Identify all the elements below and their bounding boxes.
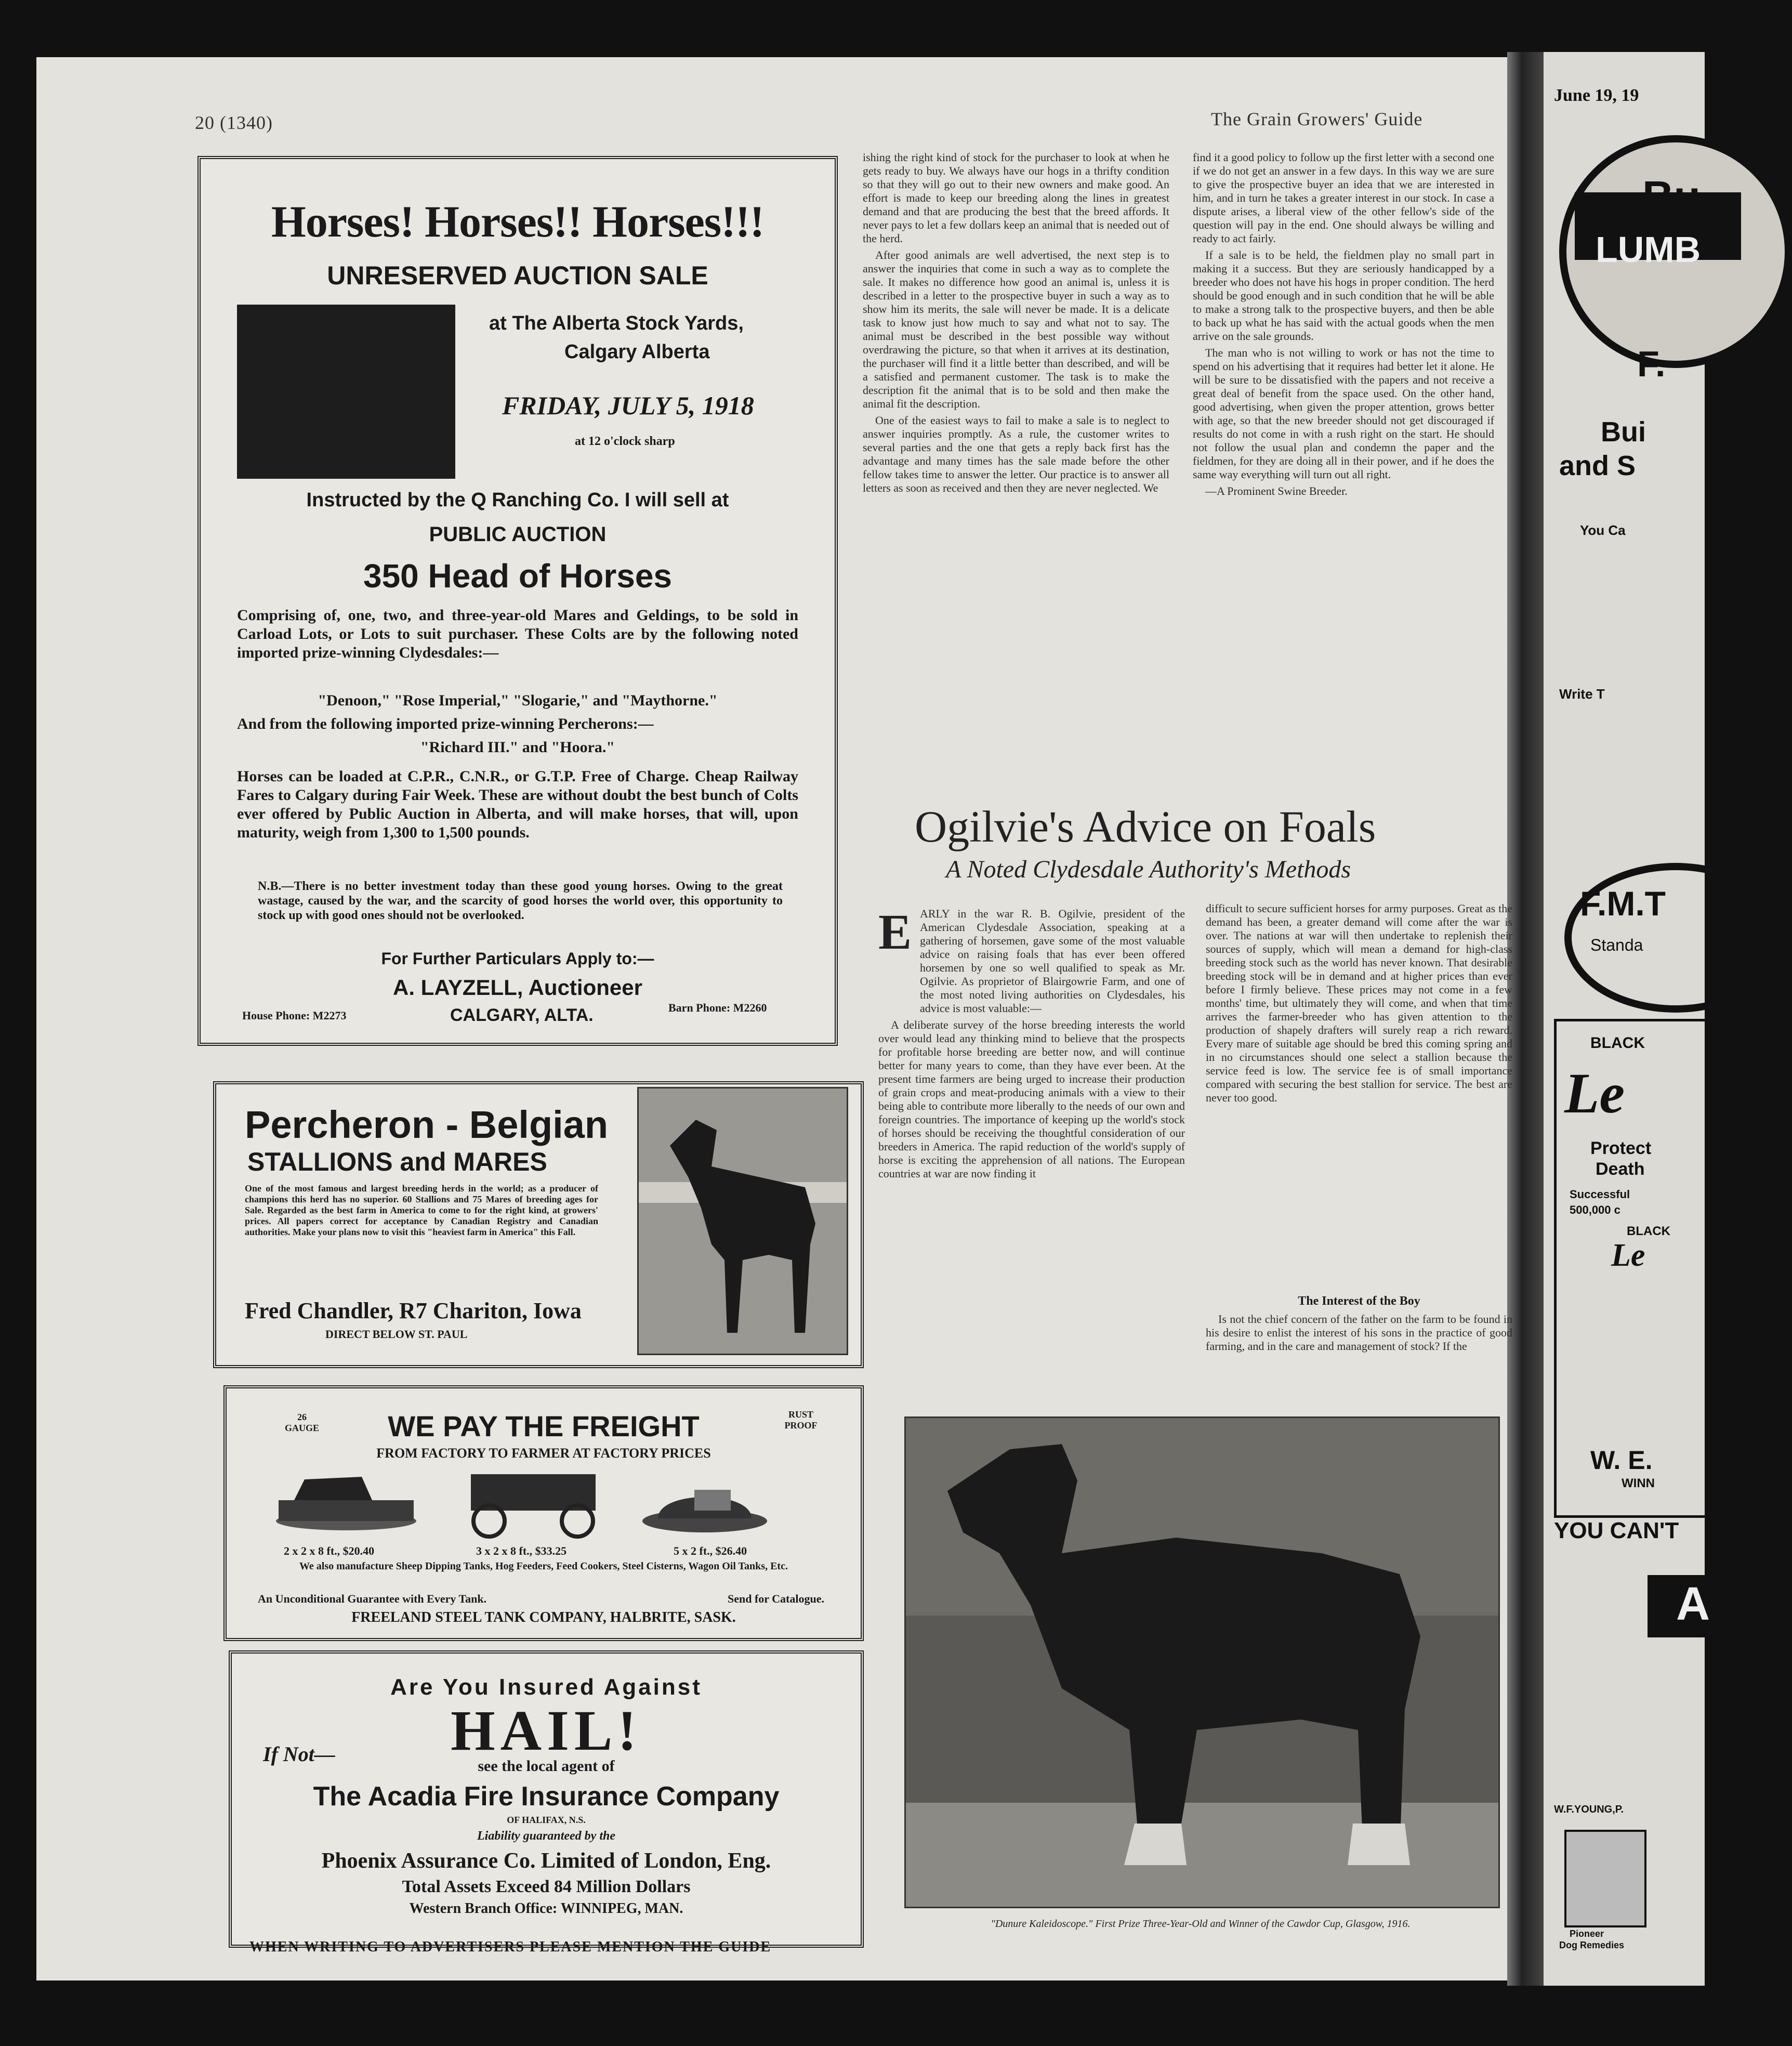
ad-horses-location1: at The Alberta Stock Yards, xyxy=(489,312,744,334)
ad-horses-body1: Comprising of, one, two, and three-year-old Mares and Geldings, to be sold in Carload Lots, or Lots to suit purchaser. These Colts are by the following noted imported prize-winning Clydesdales:— xyxy=(237,607,798,661)
adjacent-text: F.M.T xyxy=(1580,884,1666,923)
ad-freight-subtitle: FROM FACTORY TO FARMER AT FACTORY PRICES xyxy=(376,1446,711,1461)
paragraph: ishing the right kind of stock for the purchaser to look at when he gets ready to buy. We always have our hogs in a thrifty condition so that they will go out to their new owners and make good. An effort is made to keep our breeding along the lines in greatest demand and that are producing the best that the breed affords. It never pays to let a few dollars keep an animal that is needed out of the herd. xyxy=(863,151,1169,245)
ad-freight-gauge: 26 GAUGE xyxy=(284,1412,319,1433)
paragraph: The man who is not willing to work or has not the time to spend on his advertising that it requires had better let it alone. He will be sure to be dissatisfied with the papers and not receive a great deal of benefit from the space used. On the other hand, good advertising, when given the proper attention, grows better with age, so that the new breeder should not get discouraged if results do not come in with a rush right on the start. He should not follow the usual plan and condemn the paper and the fieldmen, for they are doing all in their power, and if he does the same way everything will turn out all right. xyxy=(1193,346,1494,481)
ad-horses-city: CALGARY, ALTA. xyxy=(450,1005,594,1025)
adjacent-text: F. xyxy=(1637,344,1666,384)
clydesdale-silhouette xyxy=(906,1418,1498,1907)
wagon-tank-illustration xyxy=(471,1474,596,1537)
ad-hail-company: The Acadia Fire Insurance Company xyxy=(313,1781,780,1812)
adjacent-text: Le xyxy=(1611,1238,1645,1273)
ad-horses-barn-phone: Barn Phone: M2260 xyxy=(668,1001,767,1014)
adjacent-text: Write T xyxy=(1559,686,1605,702)
adjacent-text: Bui xyxy=(1601,416,1646,448)
adjacent-text: LUMB xyxy=(1596,229,1701,270)
clydesdale-photo xyxy=(904,1417,1500,1908)
ad-horses-nb: N.B.—There is no better investment today than these good young horses. Owing to the great wastage, caused by the war, and the scarcity of good horses the world over, this opportunity to stock up with good ones should not be overlooked. xyxy=(258,880,783,922)
ad-horses-location2: Calgary Alberta xyxy=(564,341,710,363)
paragraph: A deliberate survey of the horse breeding interests the world over would lead any thinking mind to believe that the prospects for profitable horse breeding are better now, and will continue better for many years to come, than they have ever been. At the present time farmers are being urged to increase their production of grain crops and meat-producing animals with a view to their being able to contribute more liberally to the needs of our own and foreign countries. The importance of keeping up the world's stock of horses should be receiving the thoughtful consideration of our breeders in America. The rapid reduction of the world's supply of horse is exciting the apprehension of all nations. The European countries at war are now finding it xyxy=(878,1018,1185,1180)
adjacent-text: Pioneer xyxy=(1570,1929,1604,1939)
ad-percheron-body: One of the most famous and largest breeding herds in the world; as a producer of champions this herd has no superior. 60 Stallions and 75 Mares of breeding ages for Sale. Regarded as the best farm in America to come to for the right kind, at growers' prices. All papers correct for acceptance by Canadian Registry and Canadian authorities. Make your plans now to visit this "heaviest farm in America" this Fall. xyxy=(245,1183,598,1237)
paragraph: find it a good policy to follow up the first letter with a second one if we do not get an answer in a few days. In this way we are sure to give the prospective buyer an idea that we are interested in him, and in turn he takes a greater interest in our stock. In case a dispute arises, a liberal view of the other fellow's side of the question will pay in the end. One should always be willing and ready to act fairly. xyxy=(1193,151,1494,245)
adjacent-text: BLACK xyxy=(1627,1224,1670,1238)
ad-horses-subtitle: UNRESERVED AUCTION SALE xyxy=(327,261,708,290)
adjacent-text: Bu xyxy=(1642,172,1701,221)
ad-horses-head: 350 Head of Horses xyxy=(363,557,673,595)
ad-horses-body3: Horses can be loaded at C.P.R., C.N.R., or G.T.P. Free of Charge. Cheap Railway Fares to Calgary during Fair Week. These are without doubt the best bunch of Colts ever offered by Public Auction in Alberta, and will make horses, that will, upon maturity, weigh from 1,300 to 1,500 pounds. xyxy=(237,768,798,841)
ad-horses-date: FRIDAY, JULY 5, 1918 xyxy=(502,391,754,420)
ad-freight-price2: 3 x 2 x 8 ft., $33.25 xyxy=(476,1544,567,1557)
clydesdale-caption: "Dunure Kaleidoscope." First Prize Three-Year-Old and Winner of the Cawdor Cup, Glasgow, 1916. xyxy=(991,1918,1411,1930)
article-foals-col1 xyxy=(878,904,1185,1401)
page-number: 20 (1340) xyxy=(195,112,273,133)
ad-horses-title: Horses! Horses!! Horses!!! xyxy=(271,196,765,246)
adjacent-text: W.F.YOUNG,P. xyxy=(1554,1804,1624,1815)
ad-hail-see: see the local agent of xyxy=(478,1758,615,1775)
ad-horses-sires2: "Richard III." and "Hoora." xyxy=(420,739,615,756)
adjacent-text: Dog Remedies xyxy=(1559,1940,1625,1950)
percheron-stallion-photo xyxy=(637,1087,848,1355)
adjacent-page-date: June 19, 19 xyxy=(1554,86,1639,105)
ad-hail-phoenix: Phoenix Assurance Co. Limited of London, Eng. xyxy=(321,1849,771,1873)
article-foals-subhead: The Interest of the Boy xyxy=(1298,1294,1420,1308)
journal-title: The Grain Growers' Guide xyxy=(1211,109,1423,129)
adjacent-text: Death xyxy=(1596,1159,1645,1179)
article-foals-subtitle: A Noted Clydesdale Authority's Methods xyxy=(946,856,1351,883)
ad-freight-rust: RUST PROOF xyxy=(784,1409,818,1431)
adjacent-text: 500,000 c xyxy=(1570,1203,1620,1216)
ad-freight-guarantee: An Unconditional Guarantee with Every Tank. xyxy=(258,1592,487,1605)
adjacent-page xyxy=(1544,52,1710,1986)
adjacent-text: Protect xyxy=(1590,1138,1652,1158)
ad-freight-company: FREELAND STEEL TANK COMPANY, HALBRITE, SASK. xyxy=(351,1609,736,1625)
article-foals-col2b xyxy=(1206,1313,1512,1385)
ad-hail-ifnot: If Not— xyxy=(263,1742,335,1766)
adjacent-text: You Ca xyxy=(1580,522,1626,538)
ad-horses-body2: And from the following imported prize-winning Percherons:— xyxy=(237,715,654,732)
ad-hail-branch: Western Branch Office: WINNIPEG, MAN. xyxy=(409,1900,683,1917)
tank-illustration-3 xyxy=(642,1490,767,1532)
paragraph: Is not the chief concern of the father on the farm to be found in his desire to enlist the interest of his sons in the practice of good farming, and in the care and management of stock? If the xyxy=(1206,1313,1512,1353)
adjacent-text: WINN xyxy=(1622,1476,1655,1490)
ad-horses-instructed: Instructed by the Q Ranching Co. I will sell at xyxy=(306,489,729,511)
article-foals-title: Ogilvie's Advice on Foals xyxy=(915,802,1376,851)
dropcap: E xyxy=(878,904,912,960)
paragraph: If a sale is to be held, the fieldmen play no small part in making it a success. But they are seriously handicapped by a breeder who does not have his hogs in proper condition. The herd should be good enough and in such condition that he will be able to make a strong talk to the prospective buyers, and then be able to back up what he has said with the actual goods when the men arrive on the sale grounds. xyxy=(1193,248,1494,343)
ad-freight-price1: 2 x 2 x 8 ft., $20.40 xyxy=(284,1544,375,1557)
ad-percheron-belgian xyxy=(213,1081,864,1368)
adjacent-text: Standa xyxy=(1590,936,1643,954)
adjacent-text: A xyxy=(1676,1578,1710,1630)
adjacent-text: BLACK xyxy=(1590,1034,1645,1052)
adjacent-text: W. E. xyxy=(1590,1446,1653,1475)
tank-illustration-1 xyxy=(276,1477,416,1530)
paragraph: One of the easiest ways to fail to make a sale is to neglect to answer inquiries promptly. As a rule, the customer writes to several parties and the one that gets a reply back first has the advantage and many times has the sale made before the other fellow takes time to answer the letter. Our practice is to answer all letters as soon as received and then they are never neglected. We xyxy=(863,414,1169,494)
ad-horses-sires1: "Denoon," "Rose Imperial," "Slogarie," and "Maythorne." xyxy=(318,692,718,709)
page-gutter xyxy=(1507,52,1544,1986)
ad-freight-price3: 5 x 2 ft., $26.40 xyxy=(674,1544,747,1557)
ad-hail-liability: Liability guaranteed by the xyxy=(477,1829,615,1843)
adjacent-text: and S xyxy=(1559,450,1636,481)
ad-horses-apply: For Further Particulars Apply to:— xyxy=(381,949,654,968)
ad-horses-auction xyxy=(197,156,838,1046)
article-swine-col2 xyxy=(1193,151,1494,785)
ad-hail-hail: HAIL! xyxy=(451,1699,642,1762)
adjacent-text: YOU CAN'T xyxy=(1554,1518,1679,1543)
ad-freight xyxy=(223,1385,864,1641)
adjacent-text: Successful xyxy=(1570,1188,1630,1201)
paragraph: After good animals are well advertised, the next step is to answer the inquiries that come in such a way as to complete the sale. It makes no difference how good an animal is, unless it is described in a letter to the prospective buyer in such a way as to show him its merits, the sale will never be made. It is a delicate task to know just how much to say and what not to say. The animal must be described in the best possible way without overdrawing the picture, so that when it arrives at its destination, the purchaser will find it a little better than described, and will be a satisfied and permanent customer. The task is to make the description fit the animal that is to be sold and then make the animal fit the description. xyxy=(863,248,1169,410)
ad-freight-catalogue: Send for Catalogue. xyxy=(728,1592,824,1605)
ad-percheron-name: Fred Chandler, R7 Chariton, Iowa xyxy=(245,1298,582,1323)
ad-percheron-direct: DIRECT BELOW ST. PAUL xyxy=(325,1328,468,1341)
ad-hail-assets: Total Assets Exceed 84 Million Dollars xyxy=(402,1877,691,1896)
stallion-silhouette xyxy=(639,1088,847,1354)
article-foals-col2 xyxy=(1206,902,1512,1297)
signature: —A Prominent Swine Breeder. xyxy=(1205,484,1348,497)
dog-portrait xyxy=(1564,1830,1646,1927)
ad-horses-time: at 12 o'clock sharp xyxy=(575,435,675,448)
ad-percheron-subtitle: STALLIONS and MARES xyxy=(247,1147,547,1176)
ad-horses-auctioneer: A. LAYZELL, Auctioneer xyxy=(393,975,642,1000)
ad-hail-line1: Are You Insured Against xyxy=(390,1674,702,1700)
ad-percheron-title: Percheron - Belgian xyxy=(245,1103,609,1146)
adjacent-text: Le xyxy=(1564,1061,1625,1125)
horse-photo-dark xyxy=(237,305,455,479)
ad-horses-house-phone: House Phone: M2273 xyxy=(242,1009,347,1022)
ad-freight-title: WE PAY THE FREIGHT xyxy=(388,1410,700,1442)
ad-hail-insurance xyxy=(229,1650,864,1948)
paragraph: ARLY in the war R. B. Ogilvie, president of the American Clydesdale Association, speaking at a gathering of horsemen, gave some of the most valuable advice on raising foals that has ever been offered horsemen by one so well qualified to speak as Mr. Ogilvie. As proprietor of Blairgowrie Farm, and one of the most noted living authorities on Clydesdales, his advice is most valuable:— xyxy=(920,907,1185,1015)
paragraph: difficult to secure sufficient horses for army purposes. Great as the demand has been, a greater demand will come after the war is over. The nations at war will then undertake to replenish their sources of supply, which will mean a demand for high-class breeding stock such as the world has never known. That desirable breeding stock will be in demand and at higher prices than ever before I firmly believe. These prices may not come in a few months' time, but ultimately they will come, and when that time arrives the farmer-breeder who has given attention to the production of shapely drafters will surely reap a rich reward. Every mare of suitable age should be bred this coming spring and in no circumstances should one select a stallion because the service feed is low. The service fee is of small importance compared with securing the best stallion for service. The best are never too good. xyxy=(1206,902,1512,1104)
ad-freight-also: We also manufacture Sheep Dipping Tanks, Hog Feeders, Feed Cookers, Steel Cisterns, Wagon Oil Tanks, Etc. xyxy=(299,1560,788,1572)
tank-illustrations xyxy=(227,1469,861,1542)
article-swine-col1 xyxy=(863,151,1169,785)
ad-hail-of: OF HALIFAX, N.S. xyxy=(507,1815,586,1825)
page-footer: WHEN WRITING TO ADVERTISERS PLEASE MENTION THE GUIDE xyxy=(249,1939,772,1955)
ad-horses-public: PUBLIC AUCTION xyxy=(429,523,607,546)
